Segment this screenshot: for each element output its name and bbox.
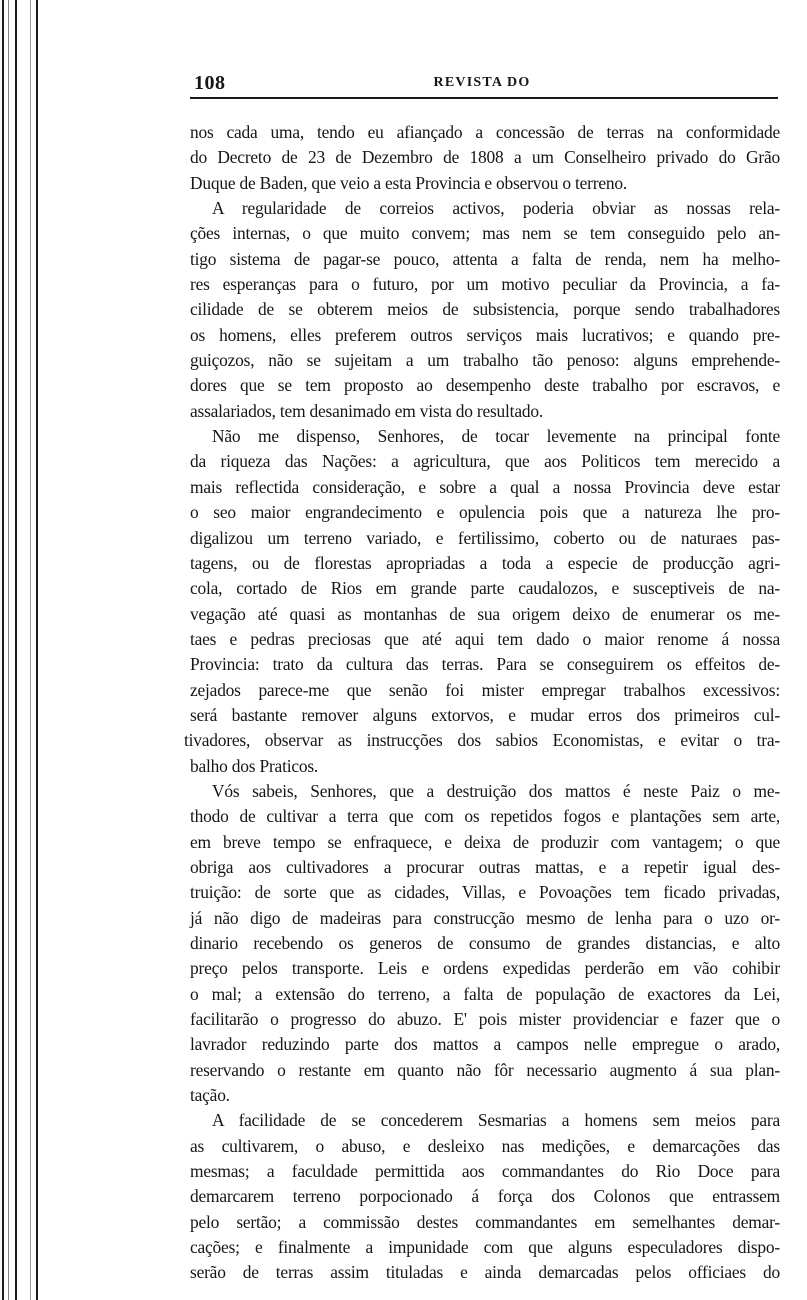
page-header (184, 64, 780, 94)
text-line: vegação até quasi as montanhas de sua origem deixo de enumerar os me- (190, 603, 780, 624)
text-line: pelo sertão; a commissão destes commandantes em semelhantes demar- (190, 1211, 780, 1232)
text-line: mais reflectida consideração, e sobre a qual a nossa Provincia deve estar (190, 476, 780, 497)
spine-line (36, 0, 38, 1300)
book-spine-shadow (0, 0, 38, 1300)
spine-line (15, 0, 17, 1300)
paragraph (190, 196, 780, 424)
paragraph (190, 779, 780, 1108)
text-line: taes e pedras preciosas que até aqui tem dado o maior renome á nossa (190, 628, 780, 649)
spine-line (8, 0, 9, 1300)
text-line: dores que se tem proposto ao desempenho deste trabalho por escravos, e (190, 375, 780, 396)
body-text (184, 120, 780, 1286)
text-line: Não me dispenso, Senhores, de tocar levemente na principal fonte (212, 426, 780, 447)
text-line: nos cada uma, tendo eu afiançado a concessão de terras na conformidade (190, 122, 780, 142)
text-line: do Decreto de 23 de Dezembro de 1808 a um Conselheiro privado do Grão (190, 147, 780, 168)
paragraph (190, 1108, 780, 1285)
text-line: A regularidade de correios activos, poderia obviar as nossas rela- (212, 198, 780, 219)
text-line: cilidade de se obterem meios de subsistencia, porque sendo trabalhadores (190, 299, 780, 320)
text-line: tigo sistema de pagar-se pouco, attenta a falta de renda, nem ha melho- (190, 248, 780, 269)
text-line: tivadores, observar as instrucções dos sabios Economistas, e evitar o tra- (184, 730, 780, 751)
text-line: já não digo de madeiras para construcção mesmo de lenha para o uzo or- (190, 907, 780, 928)
text-line: os homens, elles preferem outros serviços mais lucrativos; e quando pre- (190, 324, 780, 345)
paragraph (190, 120, 780, 196)
text-line: cações; e finalmente a impunidade com que alguns especuladores dispo- (190, 1237, 780, 1258)
page-number: 108 (194, 72, 226, 94)
text-line: serão de terras assim tituladas e ainda demarcadas pelos officiaes do (190, 1262, 780, 1283)
text-line: Duque de Baden, que veio a esta Provincia e observou o terreno. (190, 172, 627, 193)
text-line: dinario recebendo os generos de consumo de grandes distancias, e alto (190, 933, 780, 953)
spine-line (2, 0, 4, 1300)
text-line: balho dos Praticos. (190, 755, 319, 776)
text-line: tagens, ou de florestas apropriadas a toda a especie de producção agri- (190, 552, 780, 573)
text-line: facilitarão o progresso do abuzo. E' pois mister providenciar e fazer que o (190, 1009, 780, 1030)
text-line: truição: de sorte que as cidades, Villas, e Povoações tem ficado privadas, (190, 882, 780, 903)
text-line: zejados parece-me que senão foi mister empregar trabalhos excessivos: (190, 679, 780, 700)
text-line: da riqueza das Nações: a agricultura, que aos Politicos tem merecido a (190, 451, 780, 472)
text-line: Provincia: trato da cultura das terras. Para se conseguirem os effeitos de- (190, 654, 780, 675)
text-line: Vós sabeis, Senhores, que a destruição dos mattos é neste Paiz o me- (212, 780, 780, 801)
text-line: tação. (190, 1085, 230, 1106)
paragraph (184, 424, 780, 779)
text-line: res esperanças para o futuro, por um motivo peculiar da Provincia, a fa- (190, 274, 780, 295)
text-line: assalariados, tem desanimado em vista do resultado. (190, 400, 543, 421)
running-title: REVISTA DO (433, 75, 531, 90)
text-line: o seo maior engrandecimento e opulencia pois que a natureza lhe pro- (190, 502, 780, 523)
text-line: thodo de cultivar a terra que com os repetidos fogos e plantações sem arte, (190, 806, 780, 827)
text-line: A facilidade de se concederem Sesmarias a homens sem meios para (212, 1110, 780, 1131)
text-line: será bastante remover alguns extorvos, e mudar erros dos primeiros cul- (190, 704, 780, 725)
text-line: o mal; a extensão do terreno, a falta de população de exactores da Lei, (190, 983, 780, 1004)
spine-line (30, 0, 31, 1300)
text-line: ções internas, o que muito convem; mas nem se tem conseguido pelo an- (190, 223, 780, 244)
text-line: obriga aos cultivadores a procurar outras mattas, e a repetir igual des- (190, 856, 780, 877)
text-line: mesmas; a faculdade permittida aos commandantes do Rio Doce para (190, 1161, 780, 1182)
text-line: preço pelos transporte. Leis e ordens expedidas perderão em vão cohibir (190, 958, 780, 979)
text-line: guiçozos, não se sujeitam a um trabalho tão penoso: alguns emprehende- (190, 350, 780, 371)
header-rule (190, 97, 778, 99)
text-line: cola, cortado de Rios em grande parte caudalozos, e susceptiveis de na- (190, 578, 780, 599)
text-line: demarcarem terreno porpocionado á força dos Colonos que entrassem (190, 1186, 780, 1207)
text-line: reservando o restante em quanto não fôr necessario augmento á sua plan- (190, 1059, 780, 1080)
text-line: as cultivarem, o abuso, e desleixo nas medições, e demarcações das (190, 1135, 780, 1156)
text-line: lavrador reduzindo parte dos mattos a campos nelle empregue o arado, (190, 1034, 780, 1055)
book-page (184, 64, 780, 1283)
text-line: em breve tempo se enfraquece, e deixa de produzir com vantagem; o que (190, 831, 780, 852)
text-line: digalizou um terreno variado, e fertilissimo, coberto ou de naturaes pas- (190, 527, 780, 548)
